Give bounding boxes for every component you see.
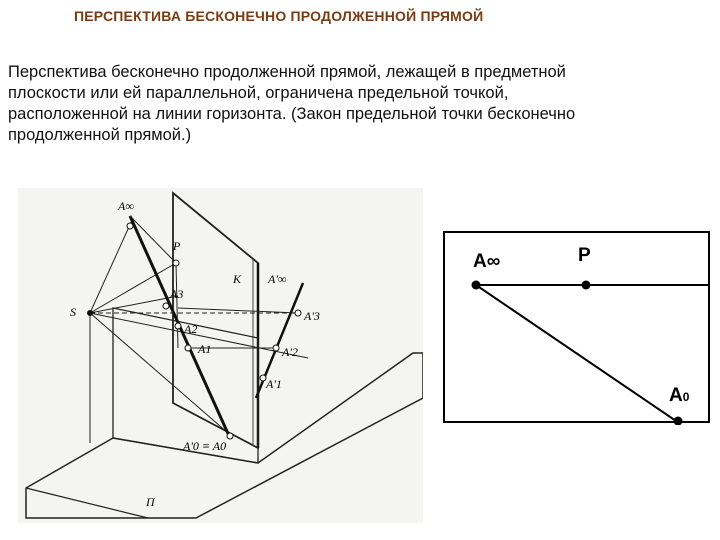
- label-a3: A3: [170, 287, 184, 301]
- label-a-inf: A∞: [118, 199, 134, 213]
- label-a2-prime: A'2: [282, 345, 298, 359]
- label-a3-prime: A'3: [304, 309, 320, 323]
- paragraph-line: продолженной прямой.): [8, 126, 192, 144]
- label-a0-diagram: A0: [669, 385, 690, 406]
- label-s: S: [70, 305, 76, 319]
- label-a2: A2: [184, 322, 198, 336]
- label-pi: П: [146, 495, 155, 509]
- point-a0: [674, 417, 683, 426]
- point-a-inf: [472, 281, 481, 290]
- paragraph-line: расположенной на линии горизонта. (Закон предельной точки бесконечно: [8, 105, 576, 123]
- label-a0-eq: A'0 ≡ A0: [183, 439, 227, 453]
- label-p-diagram: P: [578, 245, 591, 266]
- label-a1-prime: A'1: [266, 377, 282, 391]
- slide-title: ПЕРСПЕКТИВА БЕСКОНЕЧНО ПРОДОЛЖЕННОЙ ПРЯМОЙ: [74, 8, 484, 24]
- paragraph-line: Перспектива бесконечно продолженной прямой, лежащей в предметной: [8, 63, 566, 81]
- paragraph-line: плоскости или ей параллельной, ограничена предельной точкой,: [8, 84, 509, 102]
- point-p: [582, 281, 591, 290]
- label-a-inf-prime: A'∞: [268, 272, 287, 286]
- perspective-figure: [18, 188, 423, 528]
- label-a1: A1: [198, 342, 212, 356]
- paragraph: [8, 62, 708, 146]
- label-a-inf-diagram: A∞: [473, 251, 501, 272]
- label-k: K: [233, 272, 242, 286]
- label-p: P: [173, 239, 181, 253]
- limit-point-diagram: [443, 231, 710, 423]
